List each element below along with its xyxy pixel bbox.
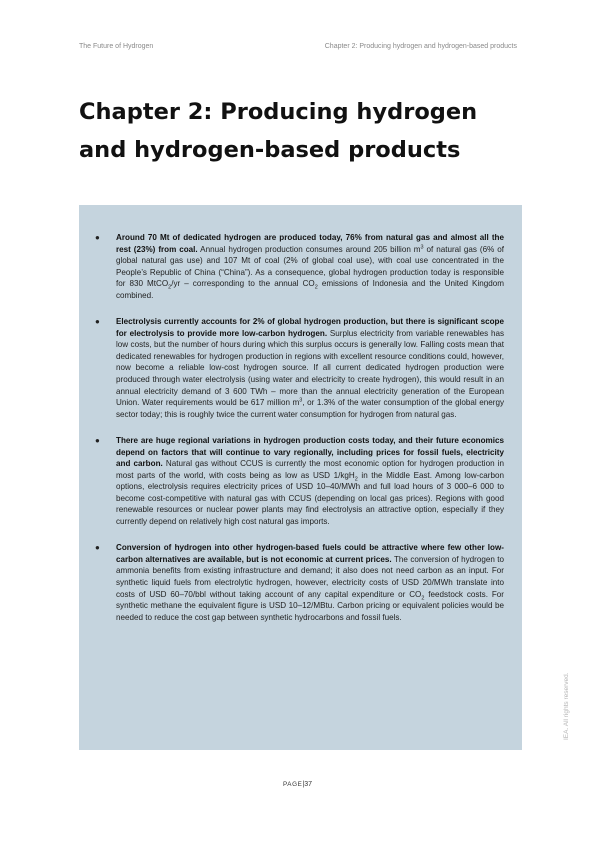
bullet-icon: ● <box>95 317 100 327</box>
page-number: 37 <box>304 781 313 788</box>
bullet-lead: Around 70 Mt of dedicated hydrogen are produced today, 76% from natural gas and almost all the rest (23%) from coal. <box>116 233 504 254</box>
bullet-lead: There are huge regional variations in hydrogen production costs today, and their future economics depend on factors that will continue to vary regionally, including prices for fossil fuels, electricity and carbon. <box>116 435 504 469</box>
chapter-title: Chapter 2: Producing hydrogen and hydrogen-based products <box>79 99 478 163</box>
bullet-item <box>95 542 504 623</box>
bullet-item <box>95 435 504 528</box>
bullet-body: Surplus electricity from variable renewables has low costs, but the number of hours during which this surplus occurs is generally low. Falling costs mean that dedicated renewables for hydrogen production in regions with excellent resource conditions could, however, now become a reliable low-cost hydrogen source. If all current dedicated hydrogen production were produced through water electrolysis (using water and electricity to create hydrogen), this would result in an annual electricity demand of 3 600 TWh – more than the annual electricity generation of the European Union. Water requirements would be 617 million m <box>116 328 505 408</box>
superscript: 3 <box>420 243 424 250</box>
bullet-lead: Conversion of hydrogen into other hydrogen-based fuels could be attractive where few other low-carbon alternatives are available, but is not economic at current prices. <box>116 543 504 564</box>
running-header-right: Chapter 2: Producing hydrogen and hydrogen-based products <box>324 43 517 50</box>
bullet-text <box>116 316 504 420</box>
bullet-text <box>116 435 504 528</box>
bullet-text <box>116 232 504 302</box>
page-label: PAGE <box>282 781 303 788</box>
subscript: 2 <box>314 284 318 291</box>
bullet-body: emissions of Indonesia and the United Kingdom combined. <box>116 279 504 300</box>
subscript: 2 <box>168 284 172 291</box>
subscript: 2 <box>354 476 358 483</box>
superscript: 3 <box>299 397 303 404</box>
key-findings-box <box>79 205 522 750</box>
bullet-lead: Electrolysis currently accounts for 2% of global hydrogen production, but there is significant scope for electrolysis to provide more low-carbon hydrogen. <box>116 317 504 338</box>
bullet-item <box>95 316 504 420</box>
bullet-body: of natural gas (6% of global natural gas use) and 107 Mt of coal (2% of global coal use), with coal use concentrated in the People’s Republic of China (“China”). As a consequence, global hydrogen production today is responsible for 830 MtCO <box>116 244 504 289</box>
running-header-left: The Future of Hydrogen <box>79 43 154 50</box>
subscript: 2 <box>421 595 425 602</box>
bullet-body: Annual hydrogen production consumes around 205 billion m <box>197 244 421 254</box>
page-footer <box>0 781 595 788</box>
bullet-item <box>95 232 504 302</box>
bullet-body: in the Middle East. Among low-carbon options, electrolysis requires electricity prices of USD 10–40/MWh and full load hours of 3 000–6 000 to become cost-competitive with natural gas with CCUS (depending on local gas prices). Regions with good renewable resources or nuclear power plants may find electrolysis an attractive option, especially if they currently depend on relatively high cost natural gas imports. <box>116 470 504 527</box>
copyright-note: IEA. All rights reserved. <box>563 672 570 740</box>
bullet-body: /yr – corresponding to the annual CO <box>171 279 315 289</box>
bullet-icon: ● <box>95 435 100 445</box>
bullet-icon: ● <box>95 233 100 242</box>
bullet-body: feedstock costs. For synthetic methane the equivalent figure is USD 10–12/MBtu. Carbon pricing or equivalent policies would be needed to reduce the cost gap between synthetic hydrocarbons and fossil fuels. <box>116 589 504 622</box>
bullet-text <box>116 542 504 623</box>
bullet-body: The conversion of hydrogen to ammonia benefits from existing infrastructure and demand; it also does not need carbon as an input. For synthetic liquid fuels from electrolytic hydrogen, however, electricity costs of USD 20/MWh translate into costs of USD 60–70/bbl without taking account of any capital expenditure or CO <box>116 554 504 599</box>
bullet-body: Natural gas without CCUS is currently the most economic option for hydrogen production in most parts of the world, with costs being as low as USD 1/kgH <box>116 459 505 480</box>
page-separator: | <box>302 781 305 788</box>
bullet-icon: ● <box>95 543 100 553</box>
bullet-body: , or 1.3% of the water consumption of the global energy sector today; this is roughly twice the current water consumption for hydrogen from natural gas. <box>116 398 504 419</box>
